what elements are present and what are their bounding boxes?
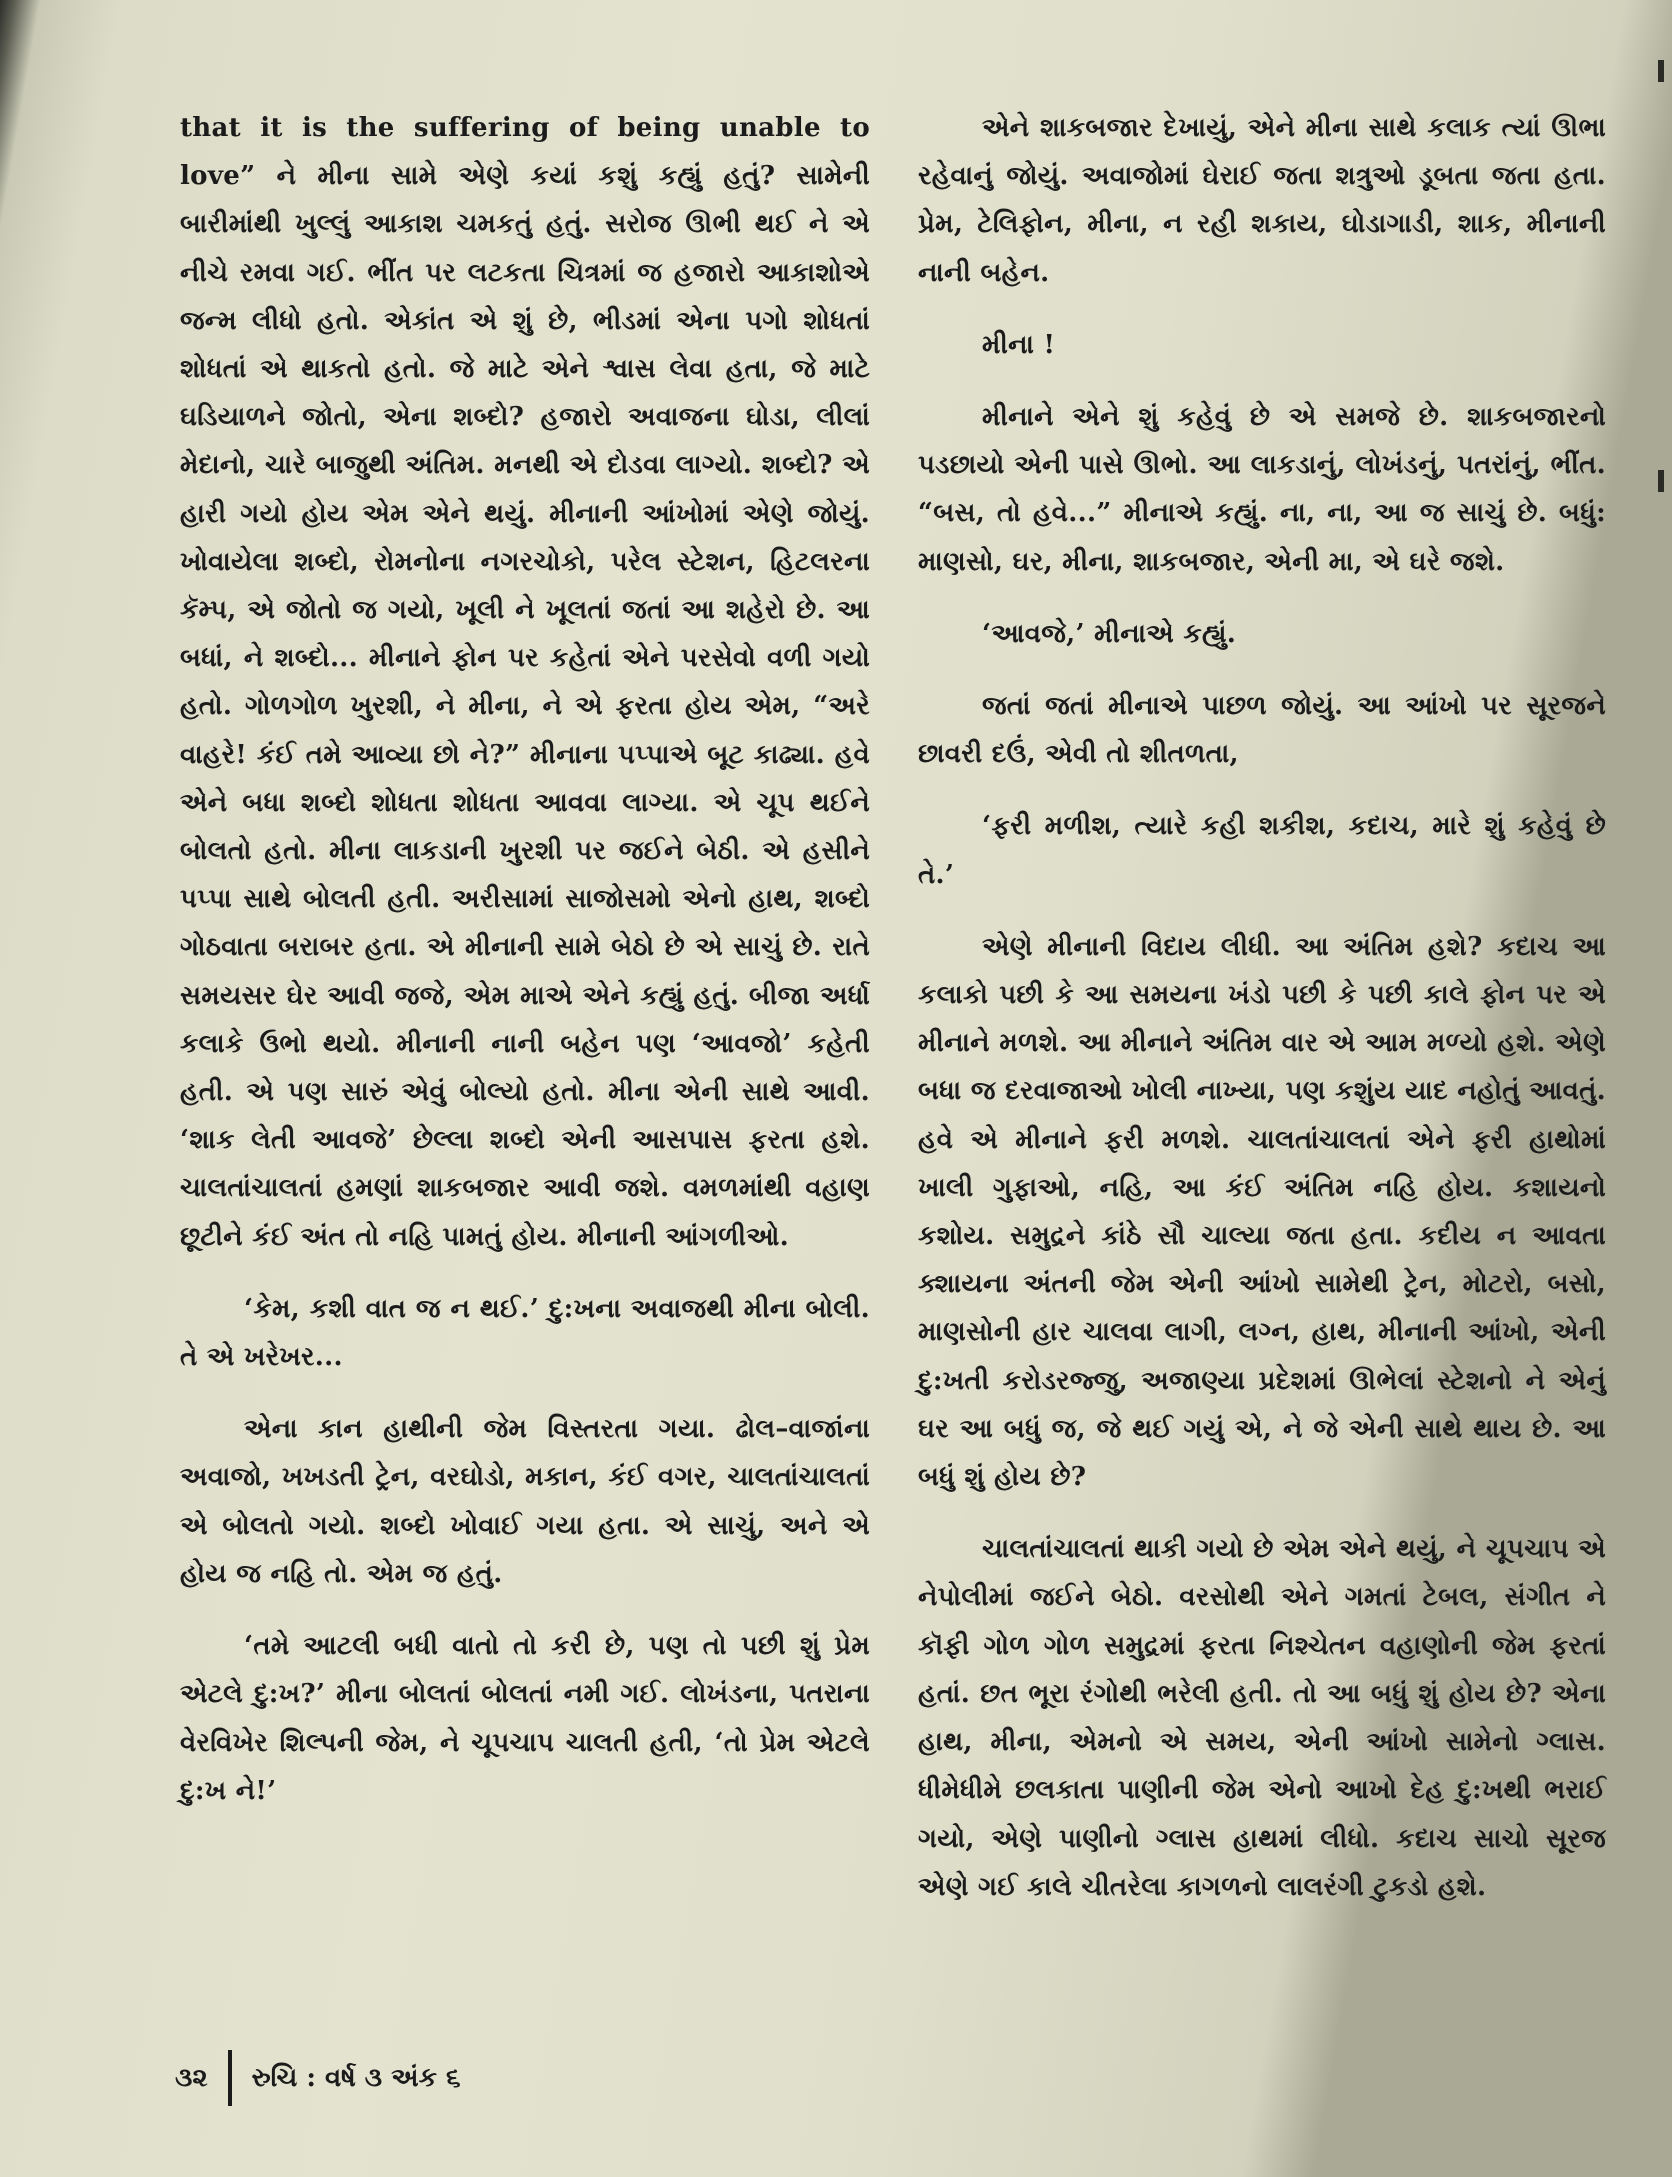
paragraph: ‘કેમ, કશી વાત જ ન થઈ.’ દુ:ખના અવાજથી મીના બોલી. તે એ ખરેખર...: [180, 1293, 870, 1373]
paragraph: ‘ફરી મળીશ, ત્યારે કહી શકીશ, કદાચ, મારે શું કહેવું છે તે.’: [918, 811, 1606, 890]
paragraph: ‘તમે આટલી બધી વાતો તો કરી છે, પણ તો પછી શું પ્રેમ એટલે દુ:ખ?’ મીના બોલતાં બોલતાં નમી ગઈ. લોખંડના, પતરાના વેરવિખેર શિલ્પની જેમ, ને ચૂપચાપ ચાલતી હતી, ‘તો પ્રેમ એટલે દુ:ખ ને!’: [180, 1631, 870, 1806]
paragraph: ‘આવજે,’ મીનાએ કહ્યું.: [982, 618, 1237, 649]
right-column: [918, 104, 1606, 1911]
paragraph: that it is the suffering of being unable to love” ને મીના સામે એણે કયાં કશું કહ્યું હતું? સામેની બારીમાંથી ખુલ્લું આકાશ ચમકતું હતું. સરોજ ઊભી થઈ ને એ નીચે રમવા ગઈ. ભીંત પર લટકતા ચિત્રમાં જ હજારો આકાશોએ જન્મ લીધો હતો. એકાંત એ શું છે, ભીડમાં એના પગો શોધતાં શોધતાં એ થાકતો હતો. જે માટે એને શ્વાસ લેવા હતા, જે માટે ઘડિયાળને જોતો, એના શબ્દો? હજારો અવાજના ઘોડા, લીલાં મેદાનો, ચારે બાજુથી અંતિમ. મનથી એ દોડવા લાગ્યો. શબ્દો? એ હારી ગયો હોય એમ એને થયું. મીનાની આંખોમાં એણે જોયું. ખોવાયેલા શબ્દો, રોમનોના નગરચોકો, પરેલ સ્ટેશન, હિટલરના કૅમ્પ, એ જોતો જ ગયો, ખૂલી ને ખૂલતાં જતાં આ શહેરો છે. આ બધાં, ને શબ્દો... મીનાને ફોન પર કહેતાં એને પરસેવો વળી ગયો હતો. ગોળગોળ ખુરશી, ને મીના, ને એ ફરતા હોય એમ, “અરે વાહરે! કંઈ તમે આવ્યા છો ને?” મીનાના પપ્પાએ બૂટ કાઢ્યા. હવે એને બધા શબ્દો શોધતા શોધતા આવવા લાગ્યા. એ ચૂપ થઈને બોલતો હતો. મીના લાકડાની ખુરશી પર જઈને બેઠી. એ હસીને પપ્પા સાથે બોલતી હતી. અરીસામાં સાજોસમો એનો હાથ, શબ્દો ગોઠવાતા બરાબર હતા. એ મીનાની સામે બેઠો છે એ સાચું છે. રાતે સમયસર ઘેર આવી જજે, એમ માએ એને કહ્યું હતું. બીજા અર્ધા કલાકે ઉભો થયો. મીનાની નાની બહેન પણ ‘આવજો’ કહેતી હતી. એ પણ સારું એવું બોલ્યો હતો. મીના એની સાથે આવી. ‘શાક લેતી આવજે’ છેલ્લા શબ્દો એની આસપાસ ફરતા હશે. ચાલતાંચાલતાં હમણાં શાકબજાર આવી જશે. વમળમાંથી વહાણ છૂટીને કંઈ અંત તો નહિ પામતું હોય. મીનાની આંગળીઓ.: [180, 113, 870, 1252]
paragraph: એના કાન હાથીની જેમ વિસ્તરતા ગયા. ઢોલ–વાજાંના અવાજો, ખખડતી ટ્રેન, વરઘોડો, મકાન, કંઈ વગર, ચાલતાંચાલતાં એ બોલતો ગયો. શબ્દો ખોવાઈ ગયા હતા. એ સાચું, અને એ હોય જ નહિ તો. એમ જ હતું.: [180, 1414, 870, 1589]
page-footer: [175, 2050, 461, 2106]
paragraph: એણે મીનાની વિદાય લીધી. આ અંતિમ હશે? કદાચ આ કલાકો પછી કે આ સમયના ખંડો પછી કે પછી કાલે ફોન પર એ મીનાને મળશે. આ મીનાને અંતિમ વાર એ આમ મળ્યો હશે. એણે બધા જ દરવાજાઓ ખોલી નાખ્યા, પણ કશુંય યાદ નહોતું આવતું. હવે એ મીનાને ફરી મળશે. ચાલતાંચાલતાં એને ફરી હાથોમાં ખાલી ગુફાઓ, નહિ, આ કંઈ અંતિમ નહિ હોય. કશાયનો કશોય. સમુદ્રને કાંઠે સૌ ચાલ્યા જતા હતા. કદીય ન આવતા ક્શાયના અંતની જેમ એની આંખો સામેથી ટ્રેન, મોટરો, બસો, માણસોની હાર ચાલવા લાગી, લગ્ન, હાથ, મીનાની આંખો, એની દુ:ખતી કરોડરજ્જુ, અજાણ્યા પ્રદેશમાં ઊભેલાં સ્ટેશનો ને એનું ઘર આ બધું જ, જે થઈ ગયું એ, ને જે એની સાથે થાય છે. આ બધું શું હોય છે?: [918, 931, 1606, 1493]
page-edge-mark: [1658, 470, 1664, 492]
page-number: ૩૨: [175, 2062, 208, 2093]
paragraph: મીના !: [982, 329, 1056, 360]
paragraph: ચાલતાંચાલતાં થાકી ગયો છે એમ એને થયું, ને ચૂપચાપ એ નેપોલીમાં જઈને બેઠો. વરસોથી એને ગમતાં ટેબલ, સંગીત ને કૉફી ગોળ ગોળ સમુદ્રમાં ફરતા નિશ્ચેતન વહાણોની જેમ ફરતાં હતાં. છત ભૂરા રંગોથી ભરેલી હતી. તો આ બધું શું હોય છે? એના હાથ, મીના, એમનો એ સમય, એની આંખો સામેનો ગ્લાસ. ધીમેધીમે છલકાતા પાણીની જેમ એનો આખો દેહ દુ:ખથી ભરાઈ ગયો, એણે પાણીનો ગ્લાસ હાથમાં લીધો. કદાચ સાચો સૂરજ એણે ગઈ કાલે ચીતરેલા કાગળનો લાલરંગી ટુકડો હશે.: [918, 1534, 1606, 1902]
page-edge-mark: [1658, 60, 1664, 82]
paragraph: એને શાકબજાર દેખાયું, એને મીના સાથે કલાક ત્યાં ઊભા રહેવાનું જોયું. અવાજોમાં ઘેરાઈ જતા શત્રુઓ ડૂબતા જતા હતા. પ્રેમ, ટેલિફોન, મીના, ન રહી શકાય, ઘોડાગાડી, શાક, મીનાની નાની બહેન.: [918, 113, 1606, 288]
publication-info: રુચિ : વર્ષ ૩ અંક ૬: [251, 2062, 461, 2093]
paragraph: જતાં જતાં મીનાએ પાછળ જોયું. આ આંખો પર સૂરજને છાવરી દઉં, એવી તો શીતળતા,: [918, 691, 1606, 770]
left-column: [180, 104, 870, 1815]
footer-divider: [228, 2050, 232, 2106]
paragraph: મીનાને એને શું કહેવું છે એ સમજે છે. શાકબજારનો પડછાયો એની પાસે ઊભો. આ લાકડાનું, લોખંડનું, પતરાંનું, ભીંત. “બસ, તો હવે...” મીનાએ કહ્યું. ના, ના, આ જ સાચું છે. બધું: માણસો, ઘર, મીના, શાકબજાર, એની મા, એ ઘરે જશે.: [918, 402, 1606, 577]
